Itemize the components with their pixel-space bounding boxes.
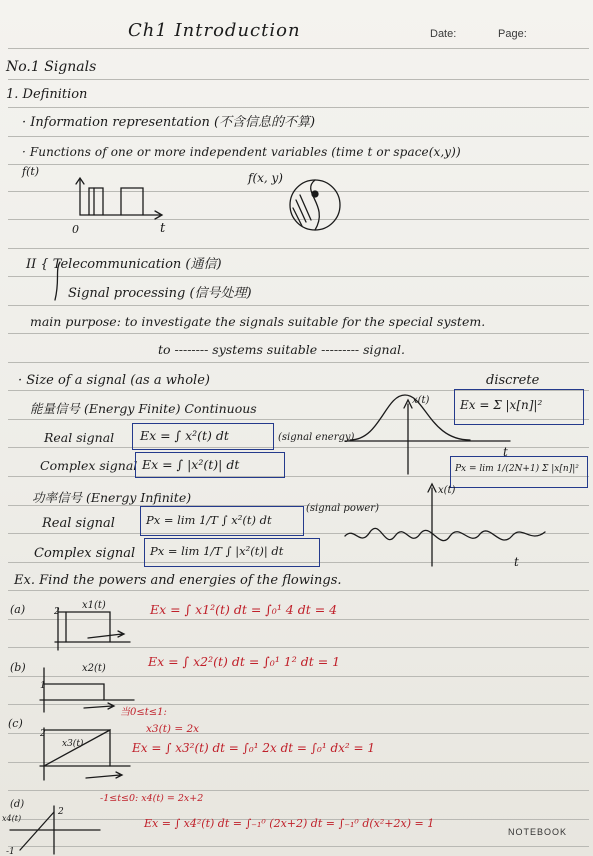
real-power-formula: Px = lim 1/T ∫ x²(t) dt	[146, 513, 272, 527]
svg-text:2: 2	[58, 807, 64, 817]
t-axis-label: t	[160, 221, 166, 236]
exercise-b-label: (b)	[10, 661, 26, 674]
x1-label: x1(t)	[82, 600, 106, 611]
roman-two-telecom: II { Telecommunication (通信)	[26, 257, 222, 272]
exercise-a-label: (a)	[10, 603, 26, 616]
complex-signal-label-2: Complex signal	[34, 546, 136, 561]
bullet-information: · Information representation (不含信息的不算)	[22, 115, 316, 130]
signal-energy-note: (signal energy)	[278, 432, 355, 443]
date-label: Date:	[430, 28, 457, 40]
subheading-definition: 1. Definition	[6, 87, 88, 102]
svg-text:1: 1	[40, 681, 46, 691]
ft-label: f(t)	[22, 165, 40, 178]
x4-label: x4(t)	[2, 814, 22, 823]
pulse-train-sketch	[76, 178, 162, 219]
exercise-c-label: (c)	[8, 717, 23, 730]
exercise-c-solution: Ex = ∫ x3²(t) dt = ∫₀¹ 2x dt = ∫₀¹ dx² = 1	[132, 741, 376, 755]
complex-energy-formula: Ex = ∫ |x²(t)| dt	[142, 457, 240, 472]
exercise-c-definition: x3(t) = 2x	[146, 723, 200, 735]
discrete-power-formula: Px = lim 1/(2N+1) Σ |x[n]|²	[455, 464, 579, 474]
notebook-brand: NOTEBOOK	[508, 827, 568, 837]
bullet-functions: · Functions of one or more independent variables (time t or space(x,y))	[22, 145, 461, 159]
fxy-label: f(x, y)	[248, 171, 283, 185]
svg-text:2: 2	[40, 729, 46, 739]
x3-label: x3(t)	[62, 739, 84, 749]
exercise-c-sketch	[40, 728, 130, 780]
svg-text:-1: -1	[6, 847, 15, 856]
complex-power-formula: Px = lim 1/T ∫ |x²(t)| dt	[150, 544, 284, 558]
exercise-d-sketch	[10, 806, 100, 854]
t-axis-label-gauss: t	[503, 445, 508, 459]
energy-signal-heading: 能量信号 (Energy Finite) Continuous	[30, 401, 257, 416]
x2-label: x2(t)	[82, 663, 106, 674]
complex-signal-label: Complex signal	[40, 458, 138, 473]
discrete-label: discrete	[486, 373, 540, 388]
size-of-signal: · Size of a signal (as a whole)	[18, 373, 210, 388]
real-signal-label: Real signal	[44, 430, 115, 445]
purpose-line-1: main purpose: to investigate the signals suitable for the special system.	[30, 314, 486, 329]
exercise-a-sketch	[55, 608, 130, 650]
brace-sketch	[55, 262, 60, 300]
xt-axis-label: x(t)	[412, 395, 430, 406]
noise-signal-sketch	[345, 484, 545, 569]
purpose-line-2: to -------- systems suitable --------- signal.	[158, 342, 406, 357]
exercise-d-condition: -1≤t≤0: x4(t) = 2x+2	[100, 793, 204, 804]
exercise-a-solution: Ex = ∫ x1²(t) dt = ∫₀¹ 4 dt = 4	[150, 602, 338, 617]
t-axis-label-noise: t	[514, 555, 519, 569]
page-title: Ch1 Introduction	[128, 20, 301, 41]
page-label: Page:	[498, 28, 527, 40]
discrete-energy-formula: Ex = Σ |x[n]|²	[460, 398, 543, 412]
real-signal-label-2: Real signal	[42, 516, 115, 531]
svg-text:2: 2	[54, 607, 60, 617]
power-signal-heading: 功率信号 (Energy Infinite)	[32, 490, 192, 505]
exercise-d-label: (d)	[10, 799, 25, 810]
exercise-b-sketch	[40, 668, 134, 712]
signal-power-note: (signal power)	[306, 503, 379, 514]
exercise-c-condition: 当0≤t≤1:	[120, 707, 167, 718]
exercise-b-solution: Ex = ∫ x2²(t) dt = ∫₀¹ 1² dt = 1	[148, 654, 341, 669]
origin-label: 0	[72, 223, 79, 236]
yin-yang-sketch	[290, 180, 340, 230]
real-energy-formula: Ex = ∫ x²(t) dt	[140, 428, 229, 443]
exercise-prompt: Ex. Find the powers and energies of the flowings.	[14, 573, 342, 588]
gaussian-sketch	[345, 395, 510, 474]
section-heading: No.1 Signals	[6, 59, 97, 75]
exercise-d-solution: Ex = ∫ x4²(t) dt = ∫₋₁⁰ (2x+2) dt = ∫₋₁⁰ d(x²+2x) = 1	[144, 817, 435, 830]
xt-axis-label-2: x(t)	[438, 485, 456, 496]
signal-processing: Signal processing (信号处理)	[68, 286, 252, 301]
